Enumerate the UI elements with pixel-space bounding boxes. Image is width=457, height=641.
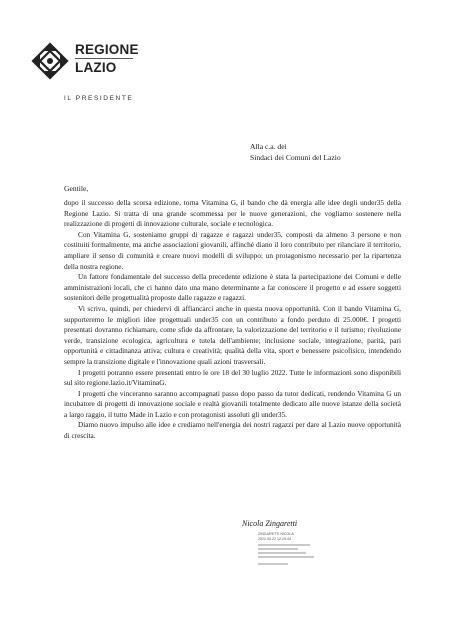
- digital-signature-stamp: [258, 532, 318, 567]
- paragraph-6: I progetti che vinceranno saranno accompagnati passo dopo passo da tutor dedicati, rendendo Vitamina G un incubatore di progetti di innovazione sociale e realtà giovanili totalmente dedicato alle nuove istanze della società a largo raggio, il tutto Made in Lazio e con protagonisti assoluti gli under35.: [64, 388, 401, 419]
- salutation: Gentile,: [64, 184, 89, 193]
- stamp-line2: 2022.05.22 12:25:44: [258, 537, 291, 541]
- stamp-detail-blur: [258, 552, 306, 554]
- paragraph-1: dopo il successo della scorsa edizione, torna Vitamina G, il bando che dà energia alle idee degli under35 della Regione Lazio. Si tratta di una grande scommessa per le nuove generazioni, che vogliamo sostenere nella realizzazione di progetti di innovazione culturale, sociale e tecnologica.: [64, 198, 401, 229]
- letter-body: [64, 198, 401, 442]
- stamp-detail-blur: [258, 563, 288, 565]
- paragraph-5: I progetti potranno essere presentati entro le ore 18 del 30 luglio 2022. Tutte le informazioni sono disponibili sul sito regione.lazio.it/VitaminaG.: [64, 367, 401, 388]
- stamp-detail-blur: [258, 544, 310, 546]
- org-name-divider: [75, 58, 133, 59]
- stamp-line1: ZINGARETTI NICOLA: [258, 532, 294, 536]
- addressee-block: [250, 141, 341, 163]
- addressee-line2: Sindaci dei Comuni del Lazio: [250, 153, 341, 162]
- paragraph-4: Vi scrivo, quindi, per chiedervi di affiancarci anche in questa nuova opportunità. Con il bando Vitamina G, supporteremo le migliori idee progettuali under35 con un contributo a fondo perduto di 25.000€. I progetti presentati dovranno richiamare, come sfide da affrontare, la valorizzazione del territorio e il turismo; rivoluzione verde, transizione ecologica, agricoltura e tutela dell'ambiente; inclusione sociale, integrazione, parità, pari opportunità e cittadinanza attiva; cultura e creatività; qualità della vita, sport e benessere psicofisico, intendendo sempre la transizione digitale e l'innovazione quali azioni trasversali.: [64, 303, 401, 366]
- org-name-line1: REGIONE: [75, 42, 139, 57]
- signatory-name: Nicola Zingaretti: [242, 519, 298, 528]
- addressee-line1: Alla c.a. dei: [250, 142, 287, 151]
- stamp-detail-blur: [258, 556, 314, 558]
- org-name-line2: LAZIO: [75, 60, 117, 75]
- paragraph-2: Con Vitamina G, sosteniamo gruppi di ragazze e ragazzi under35, composti da almeno 3 persone e non costituiti formalmente, ma anche associazioni giovanili, affinché diano il loro contributo per rilanciare il territorio, ampliare il senso di comunità e creare nuovi modelli di sviluppo: un protagonismo necessario per la ripartenza della nostra regione.: [64, 229, 401, 271]
- paragraph-3: Un fattore fondamentale del successo della precedente edizione è stata la partecipazione dei Comuni e delle amministrazioni locali, che ci hanno dato una mano determinante a far conoscere il progetto e ad essere soggetti sostenitori delle progettualità proposte dalle ragazze e ragazzi.: [64, 272, 401, 303]
- stamp-detail-blur: [258, 548, 298, 550]
- paragraph-7: Diamo nuovo impulso alle idee e crediamo nell'energia dei nostri ragazzi per dare al Lazio nuove opportunità di crescita.: [64, 420, 401, 441]
- office-title: IL PRESIDENTE: [64, 95, 134, 102]
- organization-name: [75, 42, 139, 75]
- regione-lazio-logo-icon: [30, 41, 70, 81]
